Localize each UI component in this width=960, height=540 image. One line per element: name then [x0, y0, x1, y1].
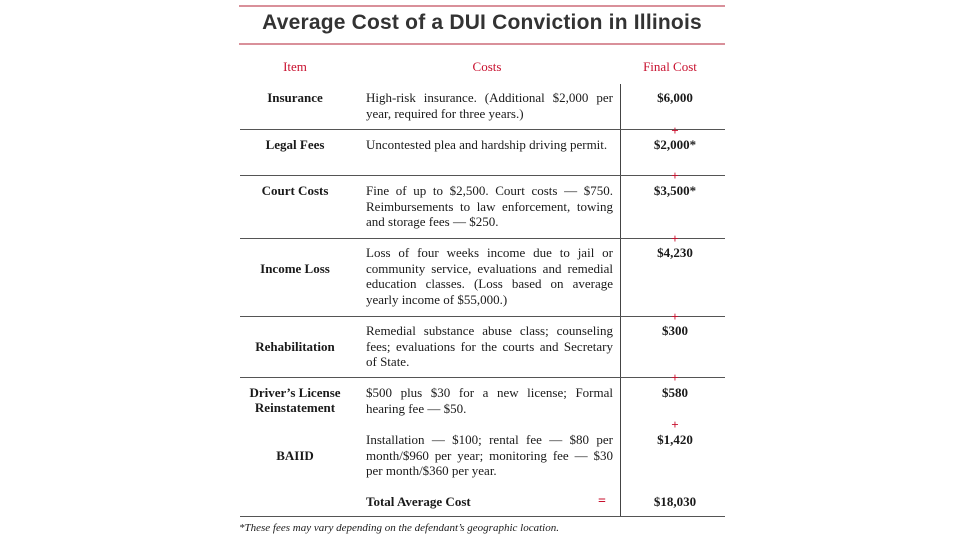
column-header-item: Item: [283, 59, 307, 74]
column-header-final-cost: Final Cost: [643, 59, 697, 74]
row-item-income-loss: Income Loss: [260, 261, 330, 276]
row-item-court-costs: Court Costs: [261, 183, 329, 198]
row-item-license-reinstatement: Driver’s License Reinstatement: [249, 385, 341, 415]
column-header-costs: Costs: [472, 59, 502, 74]
row-divider: [240, 175, 725, 176]
column-divider: [620, 84, 621, 516]
row-costs-baiid: Installation — $100; rental fee — $80 per month/$960 per year; monitoring fee — $30 per month/$360 per year.: [366, 432, 613, 478]
row-final-insurance: $6,000: [657, 90, 693, 105]
plus-sign: +: [671, 168, 679, 183]
row-final-income-loss: $4,230: [657, 245, 693, 260]
row-final-baiid: $1,420: [657, 432, 693, 447]
row-item-baiid: BAIID: [276, 448, 314, 463]
plus-sign: +: [671, 417, 679, 432]
table-bottom-rule: [240, 516, 725, 517]
row-final-license-reinstatement: $580: [662, 385, 688, 400]
footnote: *These fees may vary depending on the defendant’s geographic location.: [239, 522, 559, 534]
row-costs-rehabilitation: Remedial substance abuse class; counseling fees; evaluations for the courts and Secretary of State.: [366, 323, 613, 369]
row-divider: [240, 377, 725, 378]
row-item-legal-fees: Legal Fees: [265, 137, 325, 152]
row-final-legal-fees: $2,000*: [653, 137, 697, 152]
row-divider: [240, 316, 725, 317]
page-title: Average Cost of a DUI Conviction in Illinois: [262, 11, 702, 34]
row-costs-license-reinstatement: $500 plus $30 for a new license; Formal hearing fee — $50.: [366, 385, 613, 416]
total-label: Total Average Cost: [366, 494, 471, 509]
row-item-insurance: Insurance: [267, 90, 323, 105]
row-final-court-costs: $3,500*: [653, 183, 697, 198]
plus-sign: +: [671, 309, 679, 324]
row-costs-income-loss: Loss of four weeks income due to jail or community service, evaluations and remedial education classes. (Loss based on average yearly income of $55,000.): [366, 245, 613, 307]
row-final-rehabilitation: $300: [662, 323, 688, 338]
plus-sign: +: [671, 231, 679, 246]
row-item-rehabilitation: Rehabilitation: [255, 339, 335, 354]
row-costs-insurance: High-risk insurance. (Additional $2,000 per year, required for three years.): [366, 90, 613, 121]
total-value: $18,030: [653, 494, 697, 509]
row-divider: [240, 129, 725, 130]
document: [235, 0, 730, 540]
plus-sign: +: [671, 370, 679, 385]
equals-sign: =: [598, 494, 606, 509]
row-costs-court-costs: Fine of up to $2,500. Court costs — $750. Reimbursements to law enforcement, towing and storage fees — $250.: [366, 183, 613, 229]
plus-sign: +: [671, 123, 679, 138]
title-bar: [239, 5, 725, 45]
row-costs-legal-fees: Uncontested plea and hardship driving permit.: [366, 137, 608, 152]
row-divider: [240, 238, 725, 239]
